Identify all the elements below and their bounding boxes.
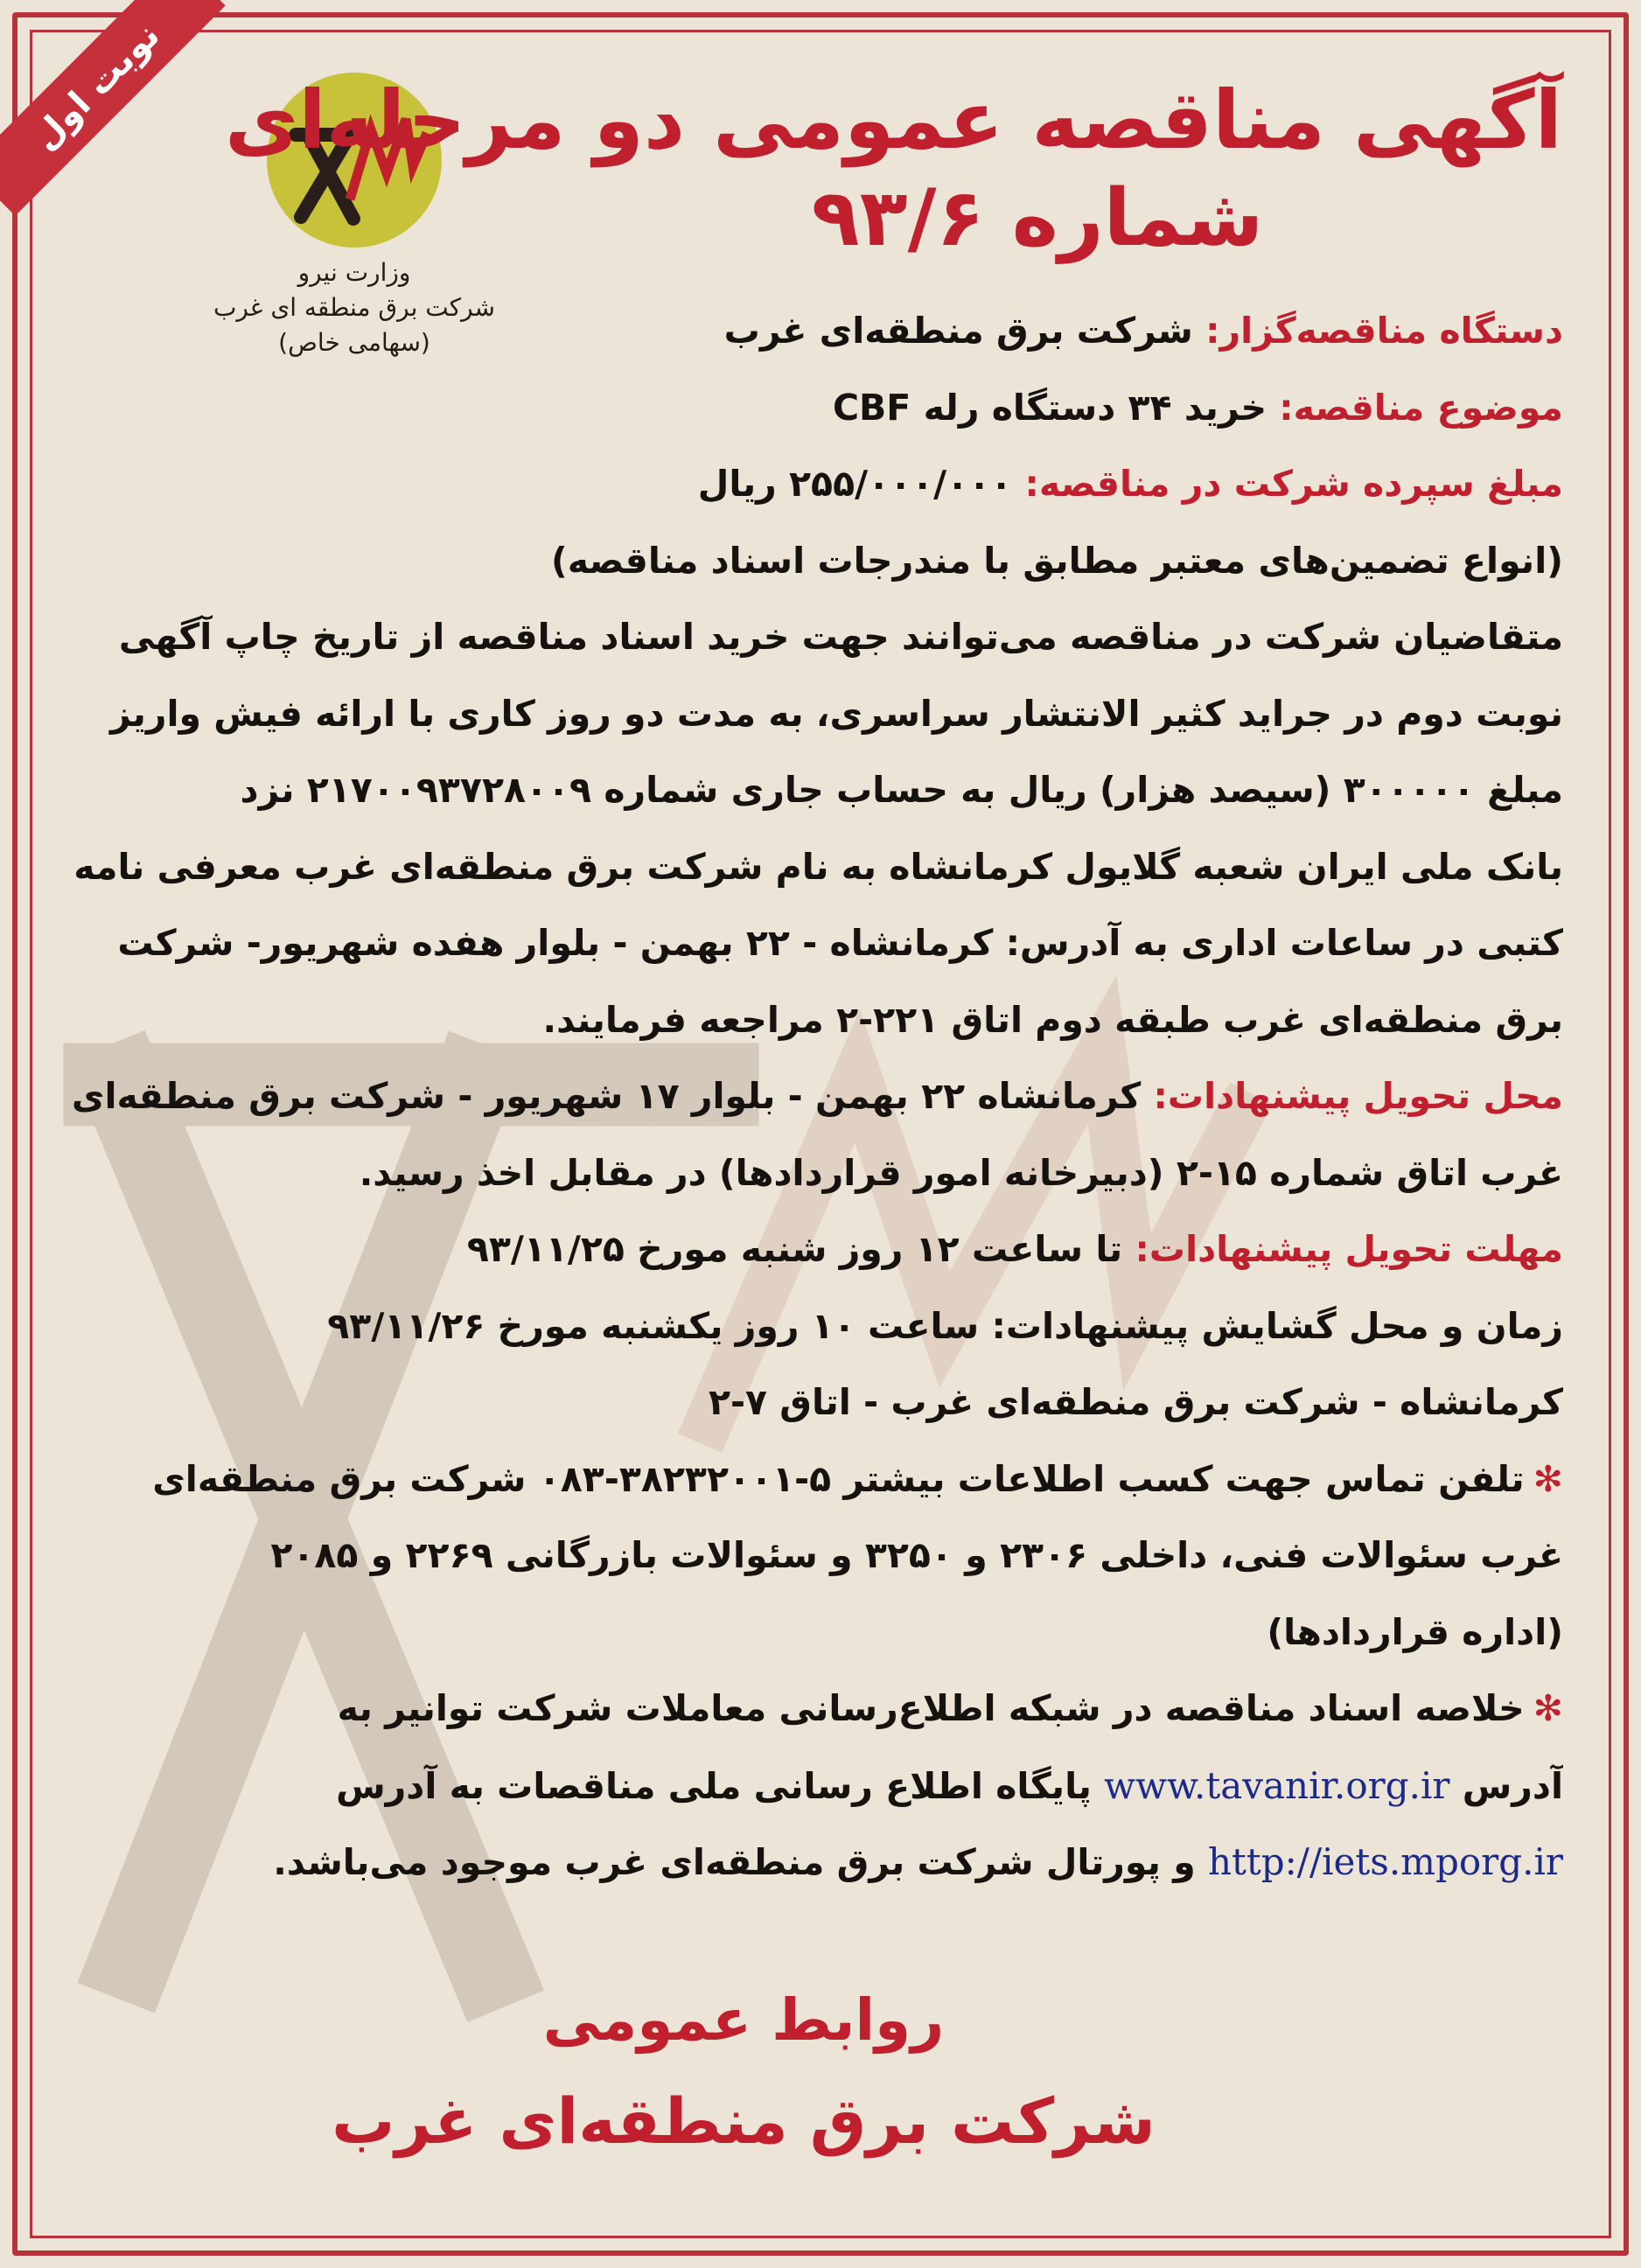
deposit-label: مبلغ سپرده شرکت در مناقصه: [1024,463,1563,505]
delivery-label: محل تحویل پیشنهادات: [1153,1075,1563,1117]
tavanir-link[interactable]: www.tavanir.org.ir [1104,1763,1450,1807]
deposit-value: ۲۵۵/۰۰۰/۰۰۰ ریال [697,463,1025,505]
deposit-line [72,446,1563,523]
summary-line-1 [72,1671,1563,1748]
phone-text-1: تلفن تماس جهت کسب اطلاعات بیشتر ۵-۳۸۲۳۲۰۰۱-۰۸۳ شرکت برق منطقه‌ای [152,1457,1525,1500]
subject-value: خرید ۳۴ دستگاه رله CBF [832,386,1280,429]
opening-line-2: کرمانشاه - شرکت برق منطقه‌ای غرب - اتاق ۷-۲ [708,1381,1563,1423]
summary-line-2 [72,1748,1563,1825]
summary-text-1: خلاصه اسناد مناقصه در شبکه اطلاع‌رسانی معاملات شرکت توانیر به [337,1687,1525,1729]
subject-line [72,370,1563,447]
paragraph-line: کتبی در ساعات اداری به آدرس: کرمانشاه - ۲۲ بهمن - بلوار هفده شهریور- شرکت [117,922,1563,964]
deadline-label: مهلت تحویل پیشنهادات: [1135,1228,1563,1270]
company-type: (سهامی خاص) [278,328,430,357]
asterisk-icon: ✻ [1533,1457,1563,1500]
delivery-line [72,1058,1563,1135]
deadline-value: تا ساعت ۱۲ روز شنبه مورخ ۹۳/۱۱/۲۵ [466,1228,1135,1270]
delivery-value: کرمانشاه ۲۲ بهمن - بلوار ۱۷ شهریور - شرکت برق منطقه‌ای [72,1075,1154,1117]
announcement-body [72,293,1563,1901]
company-name: شرکت برق منطقه ای غرب [213,293,496,322]
paragraph-line: مبلغ ۳۰۰۰۰۰ (سیصد هزار) ریال به حساب جاری شماره ۲۱۷۰۰۹۳۷۲۸۰۰۹ نزد [240,769,1563,811]
phone-line-1 [72,1441,1563,1518]
organizer-value: شرکت برق منطقه‌ای غرب [723,310,1206,352]
opening-line-1: زمان و محل گشایش پیشنهادات: ساعت ۱۰ روز یکشنبه مورخ ۹۳/۱۱/۲۶ [327,1304,1563,1347]
announcement-title [224,70,1562,267]
paragraph-line: متقاضیان شرکت در مناقصه می‌توانند جهت خرید اسناد مناقصه از تاریخ چاپ آگهی [118,616,1563,658]
paragraph-line: نوبت دوم در جراید کثیر الانتشار سراسری، به مدت دو روز کاری با ارائه فیش واریز [109,692,1563,735]
summary-text-2a: آدرس [1449,1764,1563,1807]
signature-company: شرکت برق منطقه‌ای غرب [332,2084,1156,2158]
delivery-continuation: غرب اتاق شماره ۱۵-۲ (دبیرخانه امور قراردادها) در مقابل اخذ رسید. [359,1151,1563,1194]
subject-label: موضوع مناقصه: [1279,386,1563,429]
phone-line-2: غرب سئوالات فنی، داخلی ۲۳۰۶ و ۳۲۵۰ و سئوالات بازرگانی ۲۲۶۹ و ۲۰۸۵ [270,1534,1563,1576]
ministry-name: وزارت نیرو [297,258,411,287]
organizer-line [72,293,1563,370]
organizer-label: دستگاه مناقصه‌گزار: [1205,310,1563,352]
public-relations-label: روابط عمومی [542,1986,945,2054]
paragraph-line: برق منطقه‌ای غرب طبقه دوم اتاق ۲۲۱-۲ مراجعه فرمایند. [542,998,1563,1041]
phone-line-3: (اداره قراردادها) [1267,1610,1563,1653]
asterisk-icon: ✻ [1533,1687,1563,1729]
paragraph-line: بانک ملی ایران شعبه گلایول کرمانشاه به نام شرکت برق منطقه‌ای غرب معرفی نامه [73,845,1563,888]
title-line-2: شماره ۹۳/۶ [811,172,1264,264]
signature-block [262,1972,1225,2174]
iets-link[interactable]: http://iets.mporg.ir [1207,1840,1563,1883]
corner-ribbon: نوبت اول [0,0,226,216]
summary-text-3: و پورتال شرکت برق منطقه‌ای غرب موجود می‌باشد. [273,1841,1208,1883]
summary-text-2b: پایگاه اطلاع رسانی ملی مناقصات به آدرس [336,1764,1105,1807]
deadline-line [72,1211,1563,1288]
title-line-1: آگهی مناقصه عمومی دو مرحله‌ای [224,73,1562,167]
summary-line-3 [72,1824,1563,1901]
guarantees-line: (انواع تضمین‌های معتبر مطابق با مندرجات اسناد مناقصه) [550,539,1563,582]
